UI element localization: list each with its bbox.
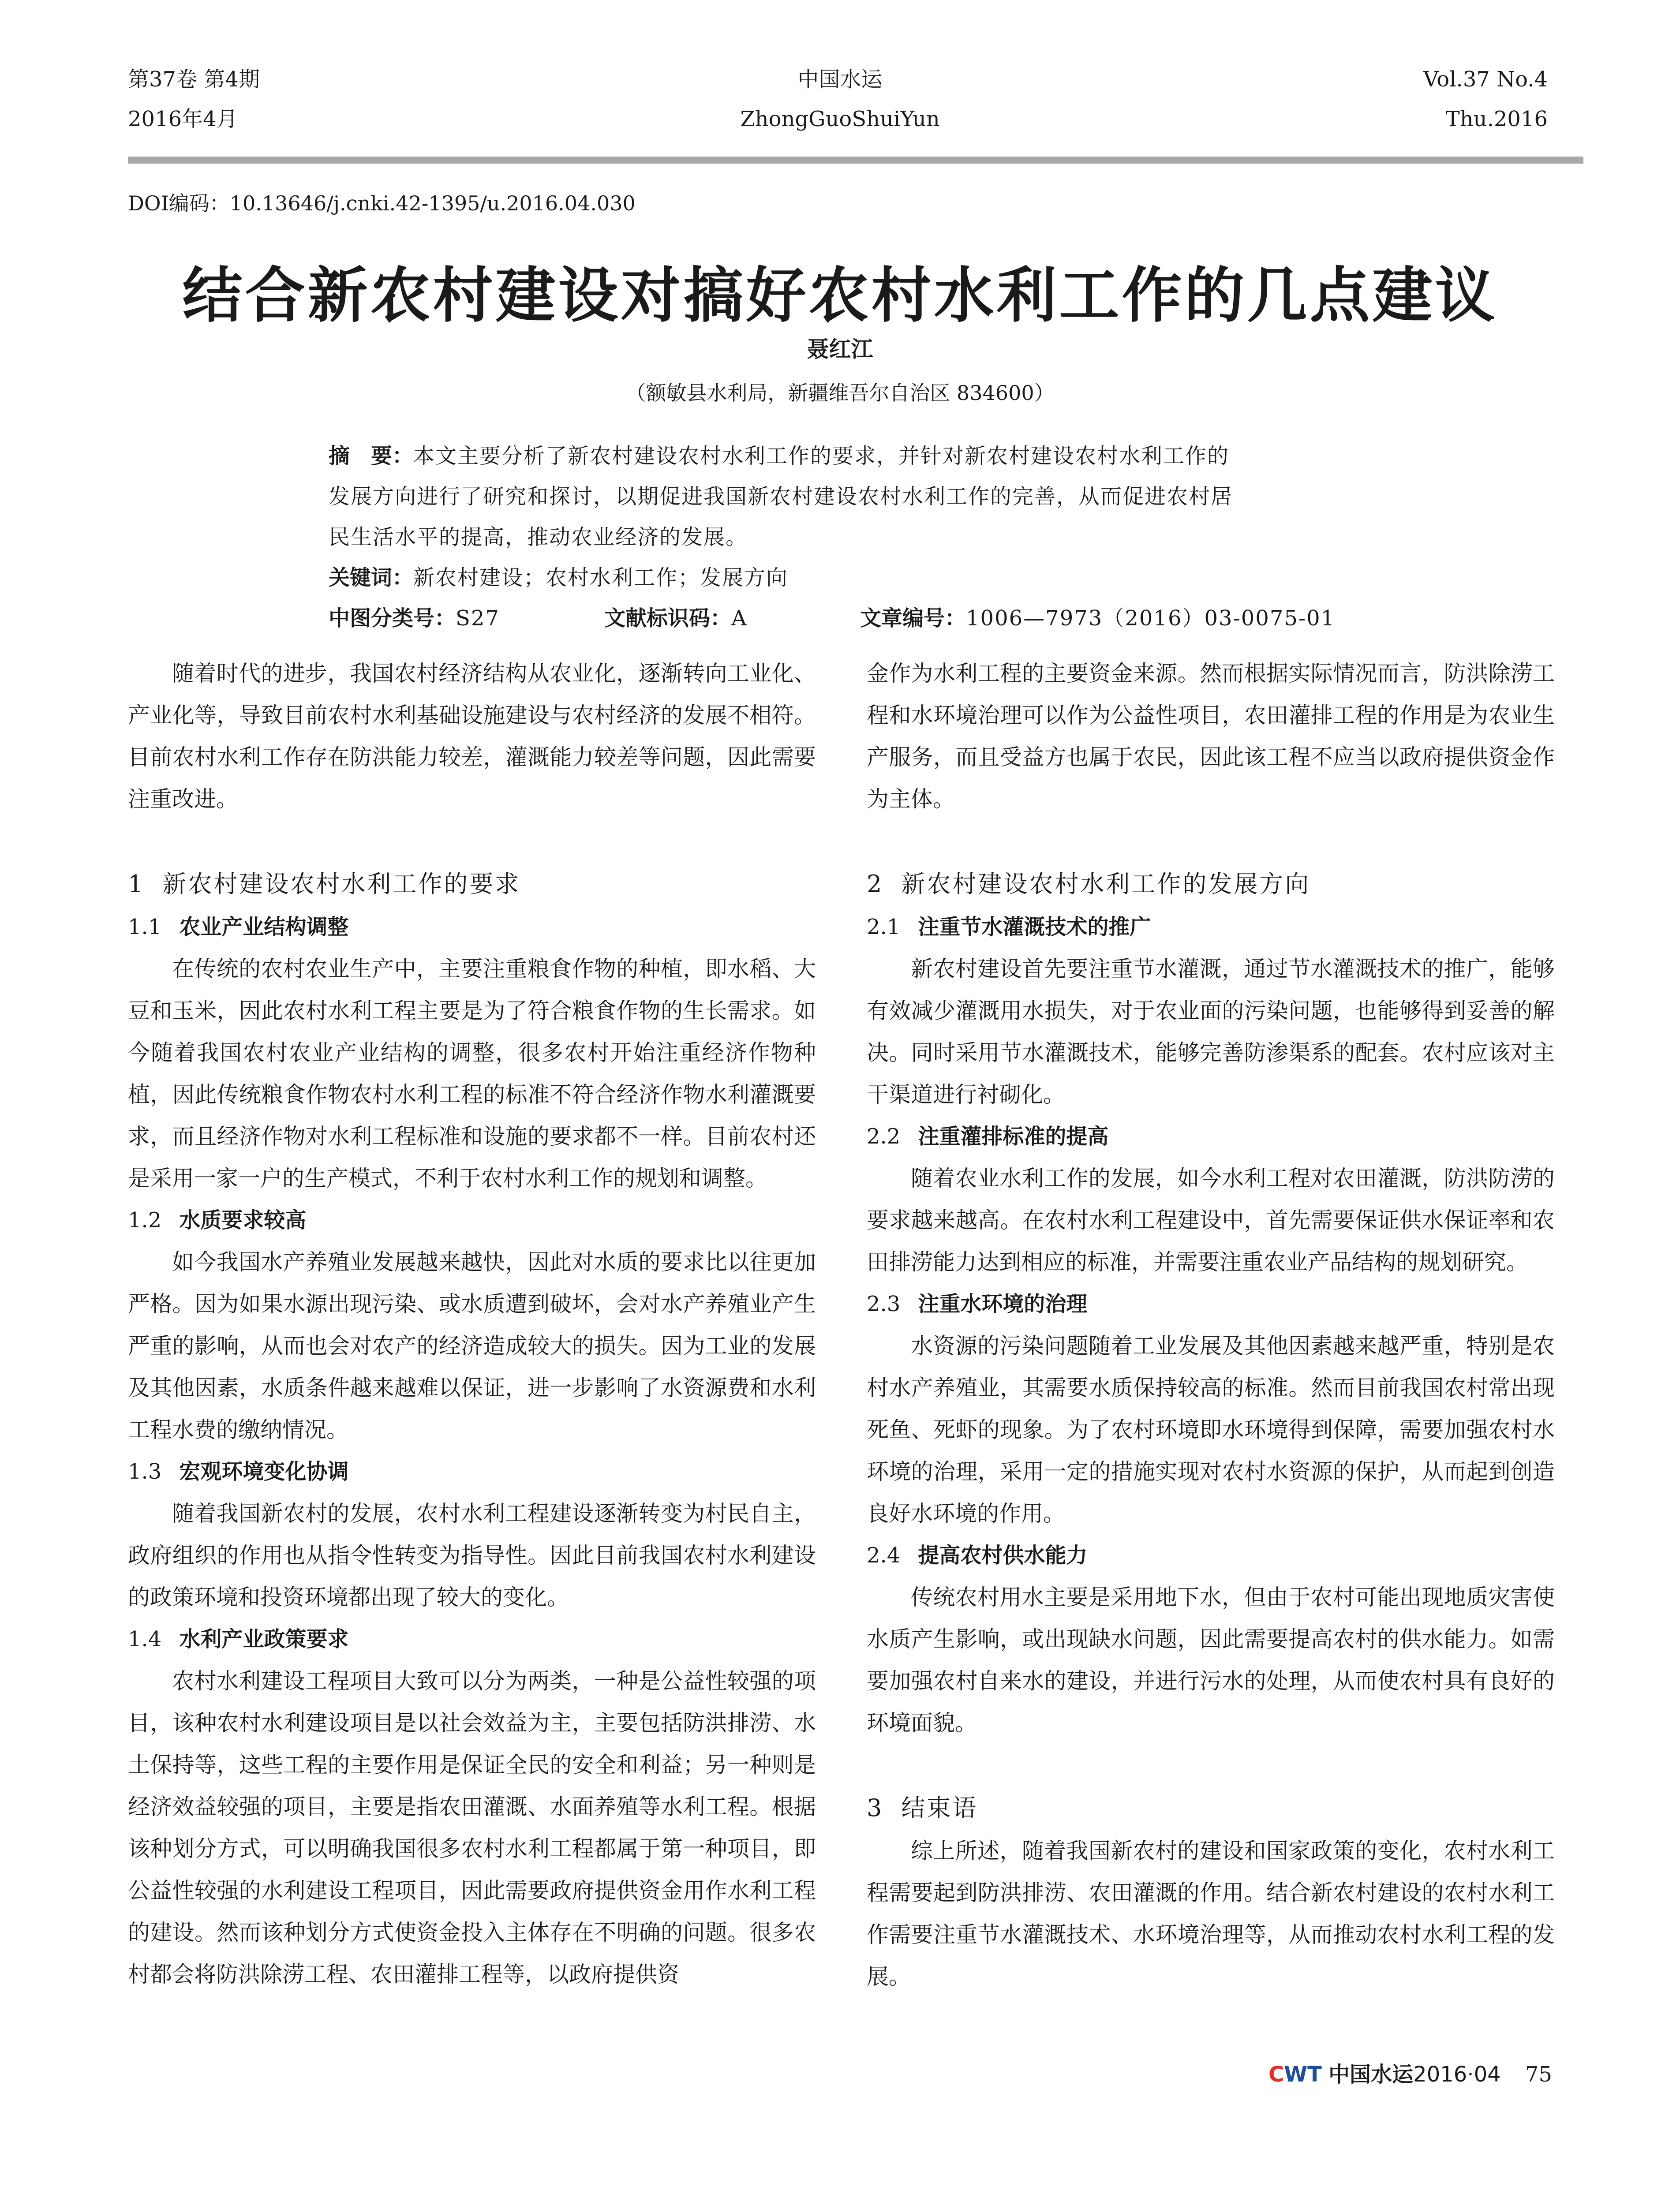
- article-number-line: [860, 601, 1335, 632]
- doc-code-line: [604, 601, 748, 632]
- page-footer: [1268, 2057, 1552, 2088]
- section-3-heading: 3 结束语: [867, 1794, 978, 1822]
- section-1-4-heading: 1.4 水利产业政策要求: [128, 1627, 349, 1652]
- doc-label: 文献标识码：: [604, 606, 732, 631]
- abstract-label: 摘 要：: [329, 444, 414, 468]
- section-2-2-heading: 2.2 注重灌排标准的提高: [867, 1124, 1109, 1149]
- section-1-1-heading: 1.1 农业产业结构调整: [128, 915, 349, 939]
- header-rule: [128, 157, 1583, 164]
- section-2-heading: 2 新农村建设农村水利工作的发展方向: [867, 870, 1311, 898]
- header-journal: 中国水运: [797, 67, 883, 92]
- section-1-3-paragraph: 随着我国新农村的发展，农村水利工程建设逐渐转变为村民自主，政府组织的作用也从指令性转变为指导性。因此目前我国农村水利建设的政策环境和投资环境都出现了较大的变化。: [128, 1501, 816, 1610]
- section-2-2-paragraph: 随着农业水利工作的发展，如今水利工程对农田灌溉，防洪防涝的要求越来越高。在农村水利工程建设中，首先需要保证供水保证率和农田排涝能力达到相应的标准，并需要注重农业产品结构的规划研究。: [867, 1166, 1555, 1275]
- clc-value: S27: [456, 606, 500, 631]
- section-1-heading: 1 新农村建设农村水利工作的要求: [128, 870, 521, 898]
- section-1-2-paragraph: 如今我国水产养殖业发展越来越快，因此对水质的要求比以往更加严格。因为如果水源出现污染、或水质遭到破坏，会对水产养殖业产生严重的影响，从而也会对农产的经济造成较大的损失。因为工业的发展及其他因素，水质条件越来越难以保证，进一步影响了水资源费和水利工程水费的缴纳情况。: [128, 1249, 816, 1443]
- abstract-line-1: [329, 439, 1229, 469]
- section-1-3-heading: 1.3 宏观环境变化协调: [128, 1459, 349, 1484]
- section-2-3-heading: 2.3 注重水环境的治理: [867, 1292, 1088, 1316]
- cwt-logo-c: C: [1268, 2062, 1284, 2087]
- abstract-text-1: 本文主要分析了新农村建设农村水利工作的要求，并针对新农村建设农村水利工作的: [413, 444, 1230, 468]
- header-date: 2016年4月: [128, 107, 238, 131]
- section-2-1-paragraph: 新农村建设首先要注重节水灌溉，通过节水灌溉技术的推广，能够有效减少灌溉用水损失，对于农业面的污染问题，也能够得到妥善的解决。同时采用节水灌溉技术，能够完善防渗渠系的配套。农村应该对主干渠道进行衬砌化。: [867, 956, 1555, 1107]
- footer-issue: 2016·04: [1413, 2062, 1501, 2087]
- intro-paragraph: 随着时代的进步，我国农村经济结构从农业化，逐渐转向工业化、产业化等，导致目前农村水利基础设施建设与农村经济的发展不相符。目前农村水利工作存在防洪能力较差，灌溉能力较差等问题，因此需要注重改进。: [128, 661, 816, 812]
- keywords-line: [329, 561, 788, 591]
- page-number: 75: [1525, 2062, 1552, 2087]
- header-date-en: Thu.2016: [1445, 107, 1548, 131]
- section-1-1-paragraph: 在传统的农村农业生产中，主要注重粮食作物的种植，即水稻、大豆和玉米，因此农村水利工程主要是为了符合粮食作物的生长需求。如今随着我国农村农业产业结构的调整，很多农村开始注重经济作物种植，因此传统粮食作物农村水利工程的标准不符合经济作物水利灌溉要求，而且经济作物对水利工程标准和设施的要求都不一样。目前农村还是采用一家一户的生产模式，不利于农村水利工作的规划和调整。: [128, 956, 816, 1191]
- keywords-label: 关键词：: [329, 565, 414, 590]
- column-left: [128, 653, 816, 1996]
- header-volume-en: Vol.37 No.4: [1423, 67, 1548, 92]
- footer-magazine: 中国水运: [1328, 2062, 1414, 2087]
- section-3-paragraph: 综上所述，随着我国新农村的建设和国家政策的变化，农村水利工程需要起到防洪排涝、农田灌溉的作用。结合新农村建设的农村水利工作需要注重节水灌溉技术、水环境治理等，从而推动农村水利工程的发展。: [867, 1838, 1555, 1989]
- section-2-3-paragraph: 水资源的污染问题随着工业发展及其他因素越来越严重，特别是农村水产养殖业，其需要水质保持较高的标准。然而目前我国农村常出现死鱼、死虾的现象。为了农村环境即水环境得到保障，需要加强农村水环境的治理，采用一定的措施实现对农村水资源的保护，从而起到创造良好水环境的作用。: [867, 1333, 1555, 1526]
- section-1-4-paragraph: 农村水利建设工程项目大致可以分为两类，一种是公益性较强的项目，该种农村水利建设项目是以社会效益为主，主要包括防洪排涝、水土保持等，这些工程的主要作用是保证全民的安全和利益；另一种则是经济效益较强的项目，主要是指农田灌溉、水面养殖等水利工程。根据该种划分方式，可以明确我国很多农村水利工程都属于第一种项目，即公益性较强的水利建设工程项目，因此需要政府提供资金用作水利工程的建设。然而该种划分方式使资金投入主体存在不明确的问题。很多农村都会将防洪除涝工程、农田灌排工程等，以政府提供资: [128, 1668, 816, 1987]
- section-2-1-heading: 2.1 注重节水灌溉技术的推广: [867, 915, 1151, 939]
- header-volume: 第37卷 第4期: [128, 67, 260, 92]
- abstract-line-3: 民生活水平的提高，推动农业经济的发展。: [329, 525, 748, 549]
- cwt-logo-wt: WT: [1284, 2062, 1322, 2087]
- section-2-4-heading: 2.4 提高农村供水能力: [867, 1543, 1088, 1568]
- affiliation: （额敏县水利局，新疆维吾尔自治区 834600）: [625, 381, 1055, 405]
- keywords: 新农村建设；农村水利工作；发展方向: [413, 565, 789, 590]
- doi: DOI编码：10.13646/j.cnki.42-1395/u.2016.04.030: [128, 191, 636, 215]
- section-2-4-paragraph: 传统农村用水主要是采用地下水，但由于农村可能出现地质灾害使水质产生影响，或出现缺水问题，因此需要提高农村的供水能力。如需要加强农村自来水的建设，并进行污水的处理，从而使农村具有良好的环境面貌。: [867, 1585, 1555, 1736]
- author: 聂红江: [807, 336, 873, 362]
- classification-line: [329, 601, 500, 632]
- doc-value: A: [731, 606, 748, 631]
- abstract-line-2: 发展方向进行了研究和探讨，以期促进我国新农村建设农村水利工作的完善，从而促进农村居: [329, 484, 1233, 509]
- header-journal-pinyin: ZhongGuoShuiYun: [740, 107, 940, 131]
- paper-title: 结合新农村建设对搞好农村水利工作的几点建议: [182, 260, 1498, 331]
- column-right: [867, 653, 1555, 1998]
- section-1-4-paragraph-continued: 金作为水利工程的主要资金来源。然而根据实际情况而言，防洪除涝工程和水环境治理可以作为公益性项目，农田灌排工程的作用是为农业生产服务，而且受益方也属于农民，因此该工程不应当以政府提供资金作为主体。: [867, 661, 1555, 812]
- article-label: 文章编号：: [860, 606, 966, 631]
- section-1-2-heading: 1.2 水质要求较高: [128, 1208, 307, 1233]
- article-value: 1006—7973（2016）03-0075-01: [966, 606, 1336, 631]
- clc-label: 中图分类号：: [329, 606, 456, 631]
